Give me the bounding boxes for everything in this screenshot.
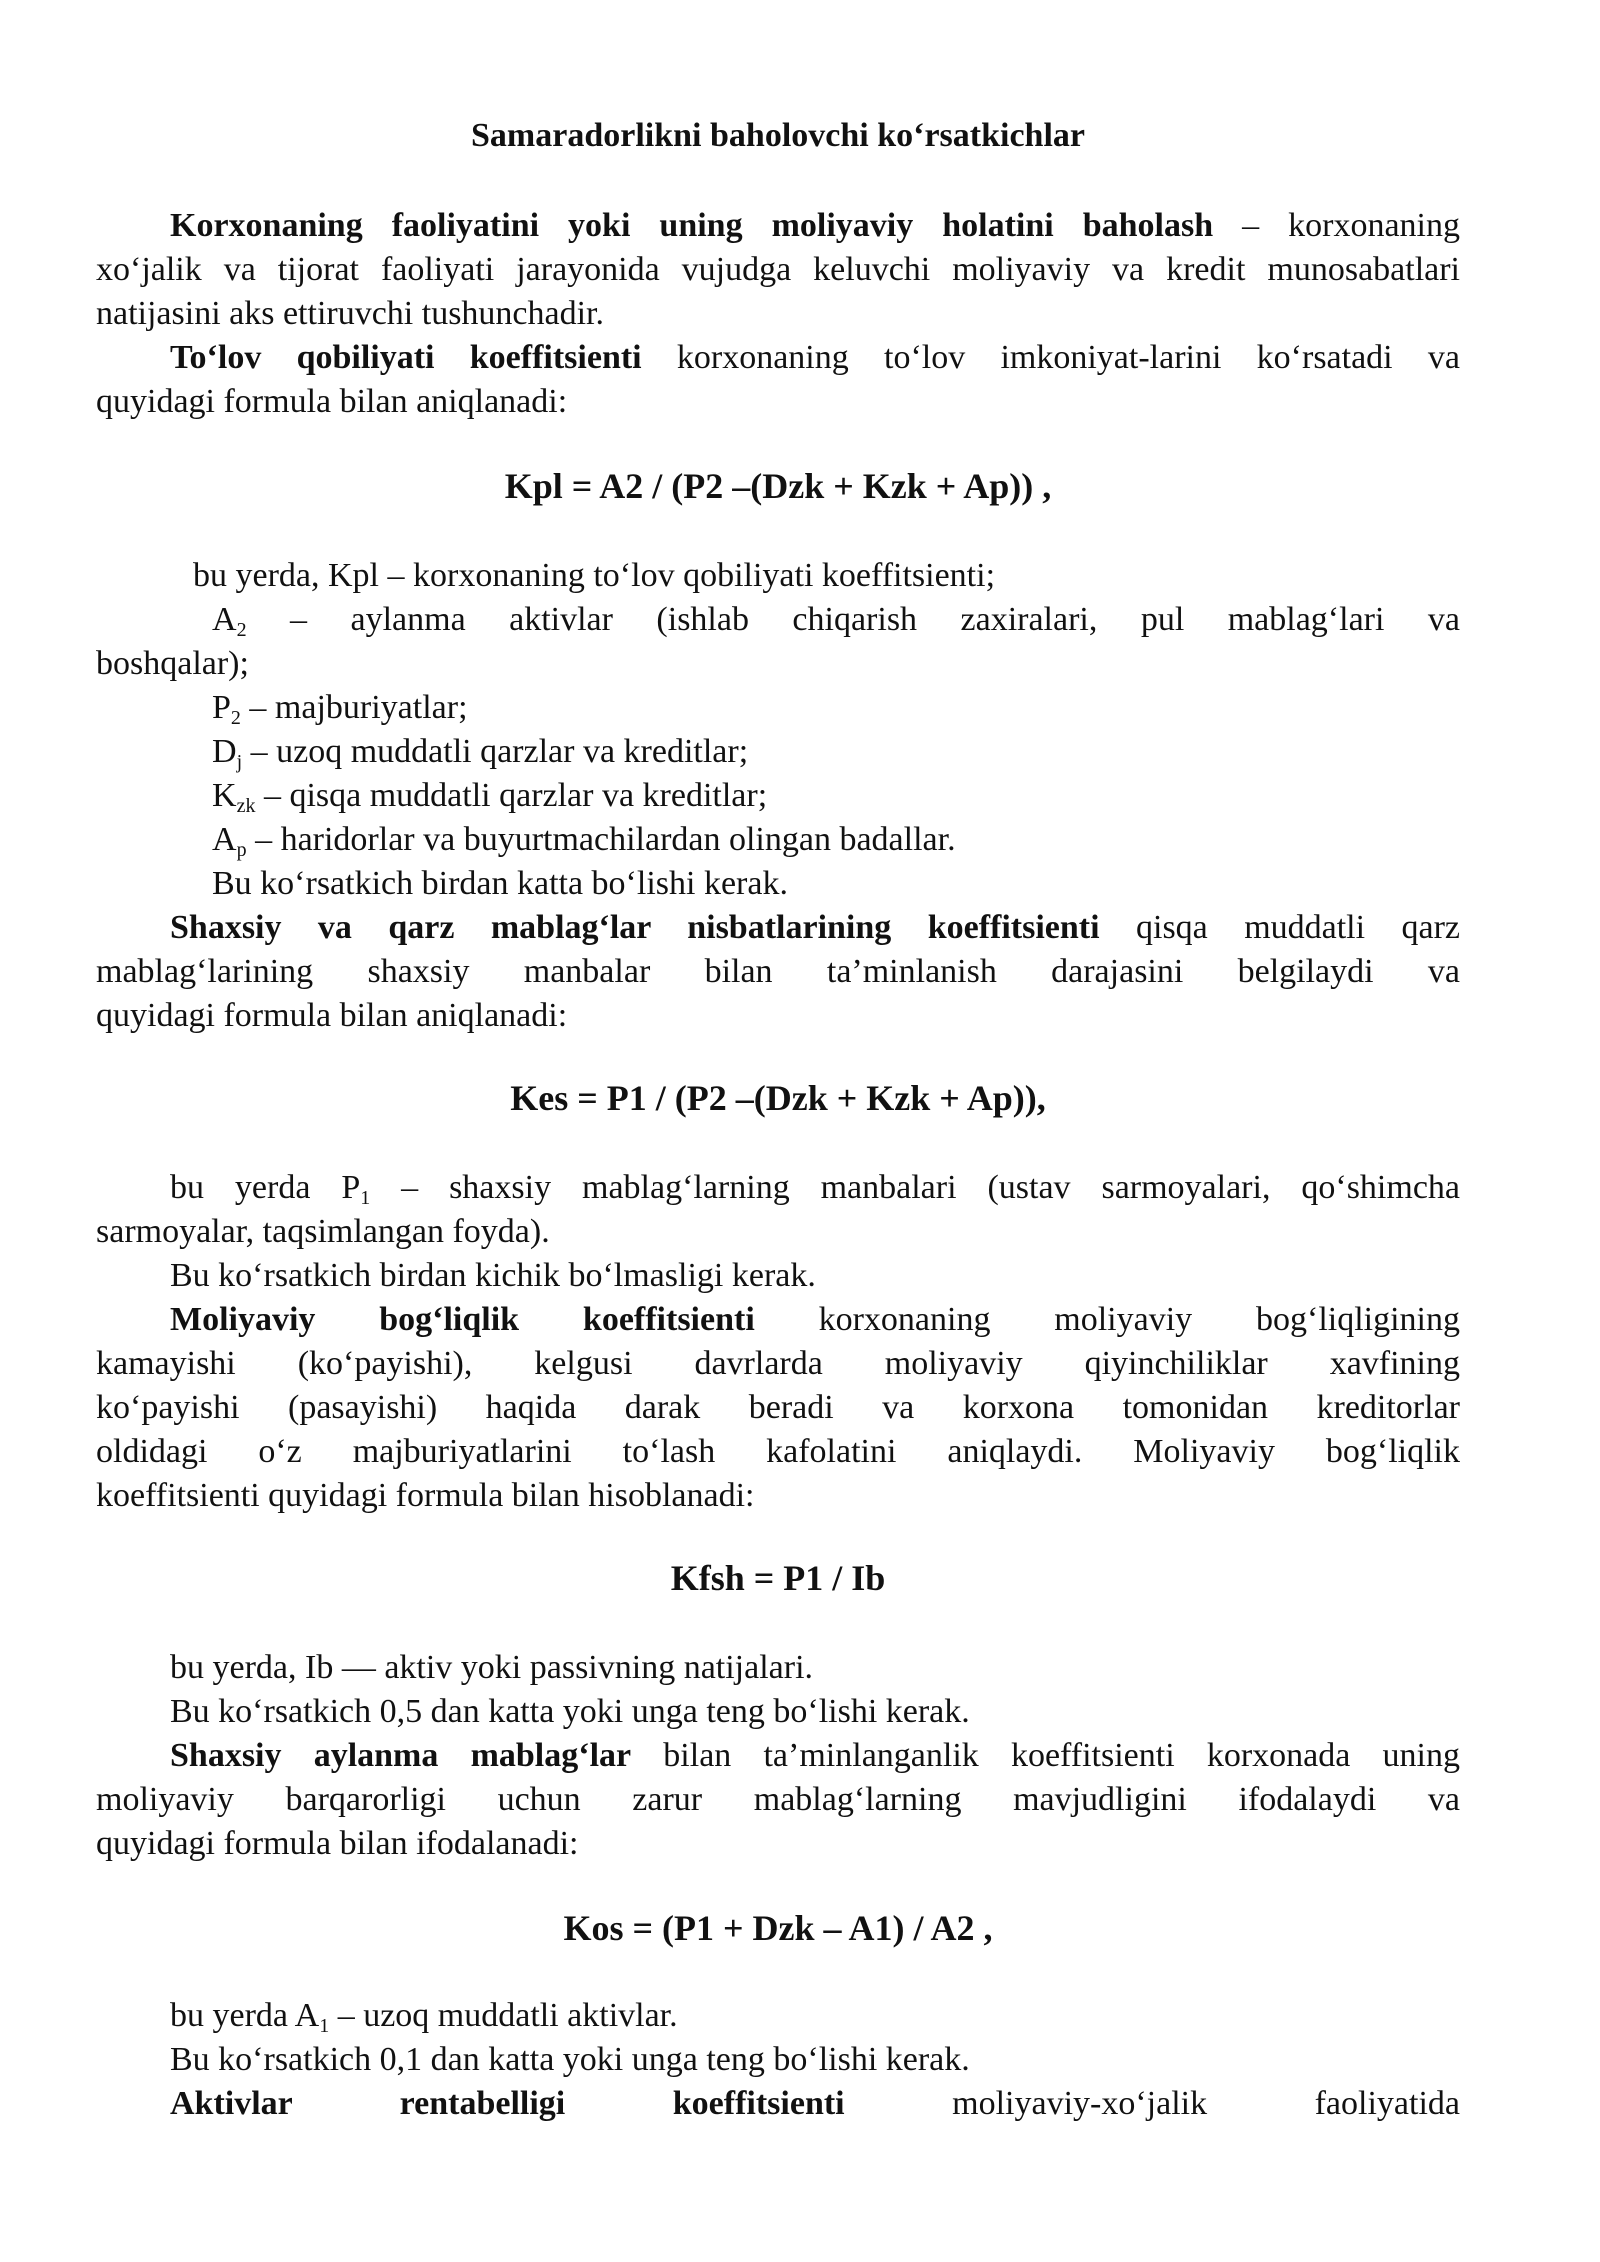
symbol: D	[212, 733, 237, 770]
text: – majburiyatlar;	[240, 689, 468, 726]
paragraph-4-line-1	[170, 1298, 1460, 1342]
def-a2-continued: boshqalar);	[96, 645, 249, 682]
formula-kpl: Kpl = A2 / (P2 –(Dzk + Kzk + Ap)) ,	[504, 466, 1052, 506]
paragraph-3-line-2: mablag‘larining shaxsiy manbalar bilan ta’minlanish darajasini belgilaydi va	[96, 953, 1460, 990]
subscript: 1	[319, 2015, 330, 2037]
def-p1	[170, 1166, 1460, 1210]
text: – uzoq muddatli qarzlar va kreditlar;	[242, 733, 749, 770]
text: – shaxsiy mablag‘larning manbalari (ustav sarmoyalari, qo‘shimcha	[370, 1169, 1460, 1206]
paragraph-4-line-2: kamayishi (ko‘payishi), kelgusi davrlarda moliyaviy qiyinchiliklar xavfining	[96, 1345, 1460, 1382]
paragraph-6-line-1	[170, 2082, 1460, 2126]
paragraph-4-line-4: oldidagi o‘z majburiyatlarini to‘lash kafolatini aniqlaydi. Moliyaviy bog‘liqlik	[96, 1433, 1460, 1470]
paragraph-4-line-5: koeffitsienti quyidagi formula bilan hisoblanadi:	[96, 1477, 755, 1514]
paragraph-5-line-2: moliyaviy barqarorligi uchun zarur mablag‘larning mavjudligini ifodalaydi va	[96, 1781, 1460, 1818]
def-a2	[212, 598, 1460, 642]
symbol: A	[212, 601, 237, 638]
paragraph-4-line-3: ko‘payishi (pasayishi) haqida darak beradi va korxona tomonidan kreditorlar	[96, 1389, 1460, 1426]
paragraph-1-line-2: xo‘jalik va tijorat faoliyati jarayonida vujudga keluvchi moliyaviy va kredit munosabatlari	[96, 251, 1460, 288]
note-1: Bu ko‘rsatkich birdan katta bo‘lishi kerak.	[212, 865, 788, 902]
term-aktivlar-rentabelligi: Aktivlar rentabelligi koeffitsienti	[170, 2085, 845, 2122]
def-a1	[170, 1994, 1460, 2038]
paragraph-3-line-1	[170, 906, 1460, 950]
text: – haridorlar va buyurtmachilardan olingan badallar.	[246, 821, 956, 858]
note-3: Bu ko‘rsatkich 0,5 dan katta yoki unga teng bo‘lishi kerak.	[170, 1693, 970, 1730]
paragraph-2-line-2: quyidagi formula bilan aniqlanadi:	[96, 383, 568, 420]
subscript: p	[236, 839, 247, 861]
text: bu yerda A	[170, 1997, 320, 2034]
paragraph-5-line-3: quyidagi formula bilan ifodalanadi:	[96, 1825, 579, 1862]
paragraph-2-line-1	[170, 336, 1460, 380]
document-title: Samaradorlikni baholovchi ko‘rsatkichlar	[471, 117, 1085, 154]
text: bilan ta’minlanganlik koeffitsienti korxonada uning	[631, 1737, 1460, 1774]
def-p1-continued: sarmoyalar, taqsimlangan foyda).	[96, 1213, 550, 1250]
text: – uzoq muddatli aktivlar.	[329, 1997, 678, 2034]
def-kpl: bu yerda, Kpl – korxonaning to‘lov qobiliyati koeffitsienti;	[193, 557, 996, 594]
note-4: Bu ko‘rsatkich 0,1 dan katta yoki unga teng bo‘lishi kerak.	[170, 2041, 970, 2078]
paragraph-1-line-1	[170, 204, 1460, 248]
term-shaxsiy-qarz: Shaxsiy va qarz mablag‘lar nisbatlarining koeffitsienti	[170, 909, 1100, 946]
term-baholash: Korxonaning faoliyatini yoki uning moliyaviy holatini baholash	[170, 207, 1214, 244]
text: – korxonaning	[1213, 207, 1461, 244]
text: bu yerda P	[170, 1169, 361, 1206]
text: moliyaviy-xo‘jalik faoliyatida	[844, 2085, 1460, 2122]
formula-kfsh: Kfsh = P1 / Ib	[670, 1558, 886, 1598]
paragraph-3-line-3: quyidagi formula bilan aniqlanadi:	[96, 997, 568, 1034]
symbol: A	[212, 821, 237, 858]
def-p2	[212, 686, 1460, 730]
text: qisqa muddatli qarz	[1099, 909, 1461, 946]
def-ib: bu yerda, Ib — aktiv yoki passivning natijalari.	[170, 1649, 814, 1686]
formula-kes: Kes = P1 / (P2 –(Dzk + Kzk + Ap)),	[510, 1078, 1046, 1118]
paragraph-5-line-1	[170, 1734, 1460, 1778]
def-ap	[212, 818, 1460, 862]
subscript: j	[236, 751, 243, 773]
term-shaxsiy-aylanma: Shaxsiy aylanma mablag‘lar	[170, 1737, 632, 1774]
term-tolov-qobiliyati: To‘lov qobiliyati koeffitsienti	[170, 339, 642, 376]
subscript: 2	[230, 707, 241, 729]
subscript: 2	[236, 619, 247, 641]
def-kzk	[212, 774, 1460, 818]
text: – aylanma aktivlar (ishlab chiqarish zaxiralari, pul mablag‘lari va	[246, 601, 1460, 638]
text: – qisqa muddatli qarzlar va kreditlar;	[255, 777, 768, 814]
subscript: zk	[236, 795, 256, 817]
symbol: P	[212, 689, 231, 726]
symbol: K	[212, 777, 237, 814]
subscript: 1	[360, 1187, 371, 1209]
paragraph-1-line-3: natijasini aks ettiruvchi tushunchadir.	[96, 295, 605, 332]
note-2: Bu ko‘rsatkich birdan kichik bo‘lmasligi kerak.	[170, 1257, 816, 1294]
term-moliyaviy-bogliqlik: Moliyaviy bog‘liqlik koeffitsienti	[170, 1301, 755, 1338]
text: korxonaning to‘lov imkoniyat-larini ko‘rsatadi va	[641, 339, 1460, 376]
formula-kos: Kos = (P1 + Dzk – A1) / A2 ,	[563, 1908, 993, 1948]
text: korxonaning moliyaviy bog‘liqligining	[754, 1301, 1460, 1338]
def-dj	[212, 730, 1460, 774]
